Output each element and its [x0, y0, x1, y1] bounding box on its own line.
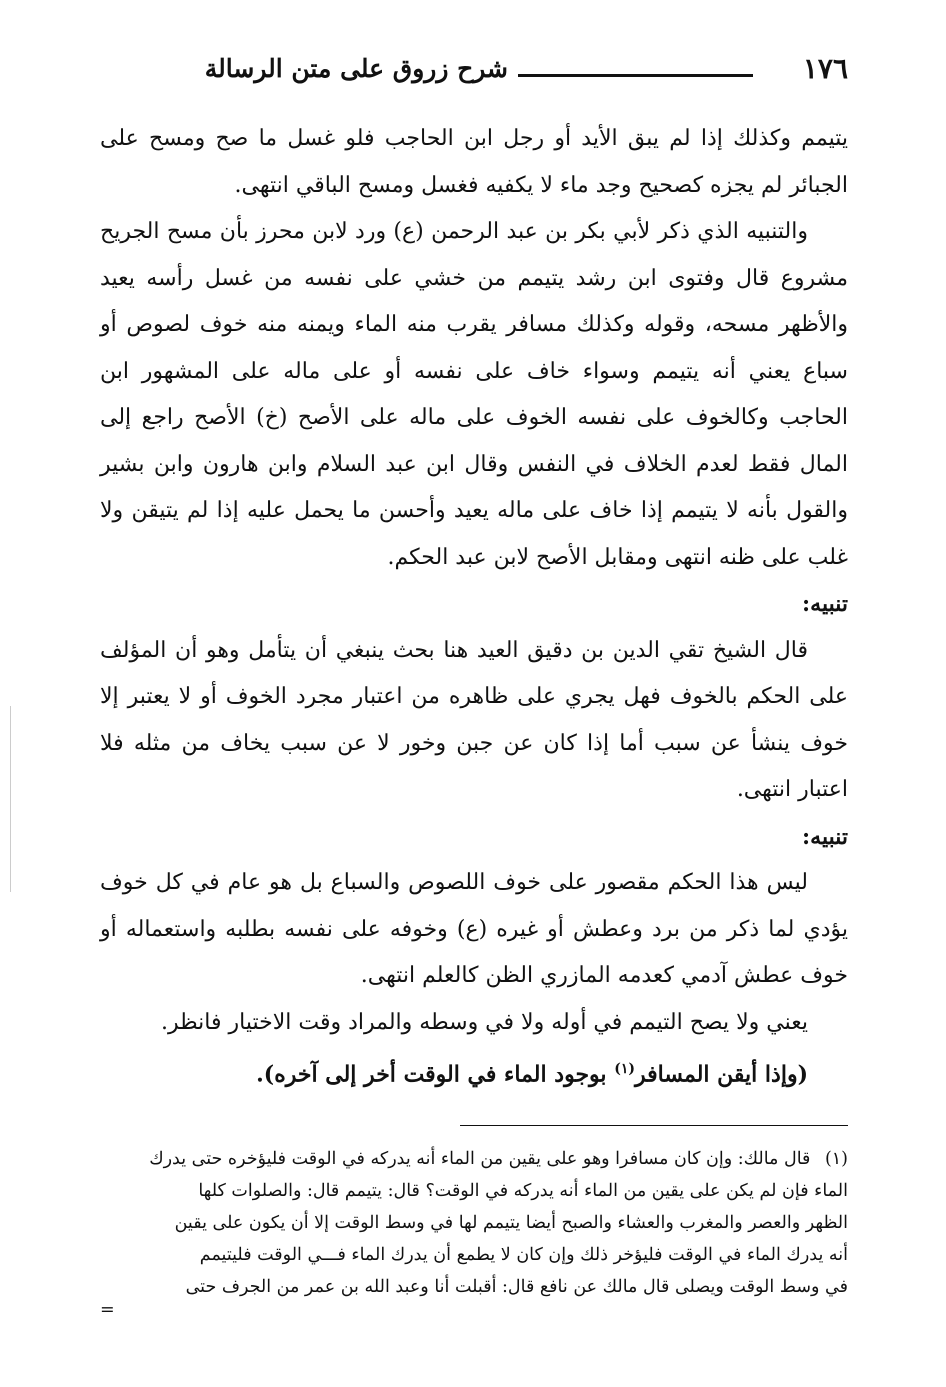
- matn-text-end: بوجود الماء في الوقت أخر إلى آخره).: [256, 1061, 615, 1088]
- header-rule: [518, 74, 753, 77]
- footnote-label: (١): [824, 1149, 848, 1169]
- continuation-mark: =: [100, 1300, 115, 1320]
- footnotes: [100, 1143, 848, 1320]
- footnote-line-text: قال مالك: وإن كان مسافرا وهو على يقين من الماء أنه يدركه في الوقت فليؤخره حتى يدرك: [149, 1149, 811, 1169]
- heading-tanbih-2: تنبيه:: [802, 823, 848, 850]
- footnote-divider: [460, 1125, 848, 1126]
- footnote-line-2: الماء فإن لم يكن على يقين من الماء أنه يدركه في الوقت؟ قال: يتيمم قال: والصلوات كلها: [198, 1181, 848, 1201]
- running-title: شرح زروق على متن الرسالة: [204, 54, 508, 83]
- paragraph-2: والتنبيه الذي ذكر لأبي بكر بن عبد الرحمن (ع) ورد لابن محرز بأن مسح الجريح مشروع قال وفتوى ابن رشد يتيمم من خشي على نفسه من غسل رأسه يعيد والأظهر مسحه، وقوله وكذلك مسافر يقرب منه الماء ويمنه منه خوف لصوص أو سباع يعني أنه يتيمم وسواء خاف على نفسه أو على ماله على المشهور ابن الحاجب وكالخوف على نفسه الخوف على ماله على الأصح (خ) الأصح راجع إلى المال فقط لعدم الخلاف في النفس وقال ابن عبد السلام وابن هارون وابن بشير والقول بأنه لا يتيمم إذا خاف على ماله يعيد وأحسن ما يحمل عليه إذا لم يتيقن ولا غلب على ظنه انتهى ومقابل الأصح لابن عبد الحكم.: [100, 219, 848, 570]
- page-number: ١٧٦: [802, 52, 848, 85]
- heading-tanbih-1: تنبيه:: [802, 591, 848, 617]
- footnote-line-4: أنه يدرك الماء في الوقت فليؤخر ذلك وإن كان لا يطمع أن يدرك الماء فـــي الوقت فليتيمم: [199, 1245, 848, 1265]
- page-edge-mark: [10, 706, 11, 892]
- footnote-line-5: في وسط الوقت ويصلى قال مالك عن نافع قال: أقبلت أنا وعبد الله بن عمر من الجرف حتى: [185, 1277, 848, 1297]
- main-text: [100, 116, 848, 1098]
- paragraph-5: يعني ولا يصح التيمم في أوله ولا في وسطه والمراد وقت الاختيار فانظر.: [160, 1009, 808, 1035]
- paragraph-1: يتيمم وكذلك إذا لم يبق الأيد أو رجل ابن الحاجب فلو غسل ما صح ومسح على الجبائر لم يجزه كصحيح وجد ماء لا يكفيه فغسل ومسح الباقي انتهى.: [100, 126, 848, 198]
- matn-quote: [100, 1046, 848, 1098]
- page-header: [98, 52, 848, 92]
- footnote-line-1: [100, 1143, 848, 1175]
- footnote-marker: (١): [614, 1061, 635, 1077]
- footnote-line-3: الظهر والعصر والمغرب والعشاء والصبح أيضا يتيمم لها في وسط الوقت إلا أن يكون على يقين: [174, 1213, 848, 1233]
- matn-text-start: (وإذا أيقن المسافر: [634, 1061, 808, 1088]
- paragraph-4: ليس هذا الحكم مقصور على خوف اللصوص والسباع بل هو عام في كل خوف يؤدي لما ذكر من برد وعطش أو غيره (ع) وخوفه على نفسه بطلبه واستعماله أو خوف عطش آدمي كعدمه المازري الظن كالعلم انتهى.: [100, 870, 848, 988]
- paragraph-3: قال الشيخ تقي الدين بن دقيق العيد هنا بحث ينبغي أن يتأمل وهو أن المؤلف على الحكم بالخوف فهل يجري على ظاهره من اعتبار مجرد الخوف أو لا يعتبر إلا خوف ينشأ عن سبب أما إذا كان عن جبن وخور لا عن سبب يخاف من مثله فلا اعتبار انتهى.: [100, 637, 848, 802]
